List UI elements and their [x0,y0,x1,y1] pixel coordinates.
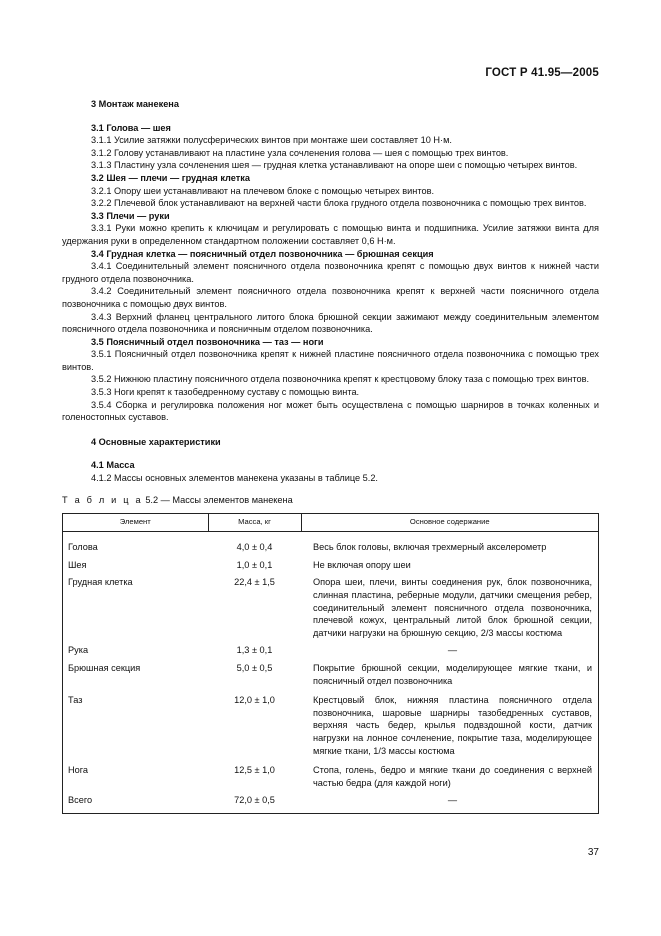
paragraph-3-1-2: 3.1.2 Голову устанавливают на пластине узла сочленения голова — шея с помощью трех винтов. [91,147,509,158]
table-caption [62,494,599,507]
cell-mass: 22,4 ± 1,5 [234,577,275,588]
paragraph-3-5-4: 3.5.4 Сборка и регулировка положения ног может быть осуществлена с помощью шарниров в точках коленных и голеностопных суставов. [62,399,599,423]
cell-content: Покрытие брюшной секции, моделирующее мягкие ткани, и поясничный отдел позвоночника [313,662,592,686]
cell-mass: 1,3 ± 0,1 [236,645,273,656]
table-row [63,657,599,687]
subsection-4-1-title: 4.1 Масса [91,460,135,471]
cell-mass: 1,0 ± 0,1 [236,559,273,570]
cell-content: — [447,645,458,656]
table-header-row [63,514,599,532]
cell-element: Рука [68,645,89,656]
cell-mass: 4,0 ± 0,4 [236,542,273,553]
cell-mass: 12,0 ± 1,0 [234,695,275,706]
table-row [63,687,599,757]
paragraph-3-5-2: 3.5.2 Нижнюю пластину поясничного отдела позвоночника крепят к крестцовому блоку таза с помощью трех винтов. [91,374,589,385]
subsection-3-3-title: 3.3 Плечи — руки [91,210,170,221]
cell-content: Стопа, голень, бедро и мягкие ткани до соединения с верхней частью бедра (для каждой ноги) [313,765,592,788]
table-row [63,532,599,554]
cell-element: Нога [68,765,89,776]
header-content: Основное содержание [301,514,599,532]
table-row [63,639,599,657]
cell-element: Брюшная секция [68,662,141,673]
cell-mass: 72,0 ± 0,5 [234,795,275,806]
header-mass: Масса, кг [208,514,301,532]
page-number: 37 [587,847,599,858]
subsection-3-5-title: 3.5 Поясничный отдел позвоночника — таз — ноги [91,336,324,347]
paragraph-3-4-3: 3.4.3 Верхний фланец центрального литого блока брюшной секции зажимают между соединительным элементом поясничного отдела позвоночника и поясничным отделом позвоночника. [62,311,599,335]
table-row [63,571,599,639]
table-row [63,789,599,813]
cell-element: Всего [68,795,93,806]
paragraph-3-2-2: 3.2.2 Плечевой блок устанавливают на верхней части блока грудного отдела позвоночника с помощью трех винтов. [91,198,587,209]
table-caption-prefix: Т а б л и ц а [62,494,143,505]
paragraph-3-2-1: 3.2.1 Опору шеи устанавливают на плечевом блоке с помощью четырех винтов. [91,185,434,196]
cell-element: Грудная клетка [68,577,133,588]
cell-content: — [447,795,458,806]
cell-element: Таз [68,695,83,706]
table-row [63,757,599,789]
cell-mass: 12,5 ± 1,0 [234,765,275,776]
document-id: ГОСТ Р 41.95—2005 [485,67,599,79]
paragraph-3-1-3: 3.1.3 Пластину узла сочленения шея — грудная клетка устанавливают на опоре шеи с помощью четырех винтов. [91,160,578,171]
subsection-3-4-title: 3.4 Грудная клетка — поясничный отдел позвоночника — брюшная секция [91,248,434,259]
paragraph-3-5-1: 3.5.1 Поясничный отдел позвоночника крепят к нижней пластине поясничного отдела позвоночника с помощью трех винтов. [62,349,599,372]
cell-mass: 5,0 ± 0,5 [236,662,273,673]
paragraph-3-5-3: 3.5.3 Ноги крепят к тазобедренному суставу с помощью винта. [91,387,360,398]
paragraph-3-4-1: 3.4.1 Соединительный элемент поясничного отдела позвоночника крепят с помощью двух винтов к нижней части грудного отдела позвоночника. [62,261,599,284]
cell-content: Опора шеи, плечи, винты соединения рук, блок позвоночника, слинная пластина, реберные модули, датчики смещения ребер, соединительный элемент поясничного отдела позвоночника, плечевой кожух, центральный литой блок брюшной секции, датчики нагрузки на брюшную секцию, 2/3 массы костюма [313,577,592,638]
cell-content: Весь блок головы, включая трехмерный акселерометр [313,542,547,553]
subsection-3-1-title: 3.1 Голова — шея [91,122,171,133]
paragraph-4-1-2: 4.1.2 Массы основных элементов манекена указаны в таблице 5.2. [91,473,378,484]
cell-content: Крестцовый блок, нижняя пластина поясничного отдела позвоночника, шаровые шарниры тазобедренных суставов, верхняя часть бедер, крылья подвздошной кости, датчик нагрузки на лонное сочленение, покрытие таза, моделирующее мягкие ткани, 1/3 массы костюма [313,695,592,756]
masses-table [62,513,599,814]
page-content [62,98,599,814]
paragraph-3-1-1: 3.1.1 Усилие затяжки полусферических винтов при монтаже шеи составляет 10 Н·м. [91,135,452,146]
cell-content: Не включая опору шеи [313,559,411,570]
subsection-3-2-title: 3.2 Шея — плечи — грудная клетка [91,172,250,183]
table-row [63,554,599,572]
section-4-title: 4 Основные характеристики [91,436,221,447]
section-3-title: 3 Монтаж манекена [91,99,179,109]
cell-element: Голова [68,542,98,553]
paragraph-3-3-1: 3.3.1 Руки можно крепить к ключицам и регулировать с помощью винта и подшипника. Усилие затяжки винта для удержания руки в определенном стандартном положении составляет 0,6 Н·м. [62,223,599,246]
header-element: Элемент [63,514,209,532]
cell-element: Шея [68,559,87,570]
paragraph-3-4-2: 3.4.2 Соединительный элемент поясничного отдела позвоночника крепят к верхней части поясничного отдела позвоночника с помощью двух винтов. [62,286,599,309]
table-caption-text: 5.2 — Массы элементов манекена [142,494,293,505]
